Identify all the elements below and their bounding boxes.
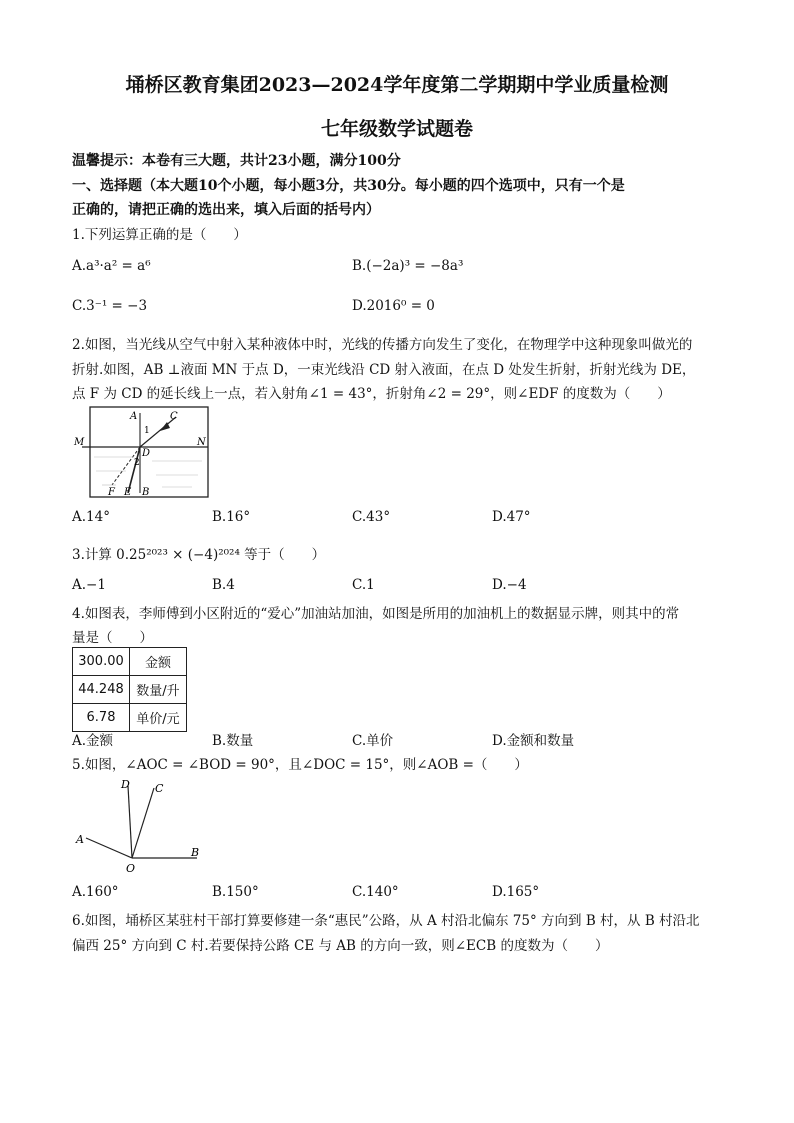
q6-stem-line1: 6.如图，埇桥区某驻村干部打算要修建一条“惠民”公路，从 A 村沿北偏东 75° 方向到 B 村，从 B 村沿北: [72, 913, 700, 929]
q2-option-c: C.43°: [352, 509, 391, 525]
label-E: E: [124, 487, 132, 498]
q4-stem-line2: 量是（ ）: [72, 630, 153, 646]
label-A: A: [130, 411, 138, 422]
section-heading-line1: 一、选择题（本大题10个小题，每小题3分，共30分。每小题的四个选项中，只有一个是: [72, 178, 625, 194]
q2-option-d: D.47°: [492, 509, 531, 525]
section-heading-line2: 正确的，请把正确的选出来，填入后面的括号内）: [72, 202, 380, 218]
pump-value: 44.248: [73, 676, 130, 704]
q5-angle-figure: [72, 776, 212, 876]
label-D: D: [142, 448, 151, 459]
q3-option-a: A.−1: [72, 577, 106, 593]
q2-stem-line2: 折射.如图，AB ⊥液面 MN 于点 D，一束光线沿 CD 射入液面，在点 D 处发生折射，折射光线为 DE，: [72, 362, 696, 378]
label-C: C: [155, 782, 164, 795]
label-N: N: [197, 437, 206, 448]
pump-value: 6.78: [73, 704, 130, 732]
pump-label: 数量/升: [130, 676, 187, 704]
q6-stem-line2: 偏西 25° 方向到 C 村.若要保持公路 CE 与 AB 的方向一致，则∠ECB 的度数为（ ）: [72, 938, 609, 954]
q2-option-a: A.14°: [72, 509, 110, 525]
label-F: F: [108, 487, 115, 498]
q4-option-a: A.金额: [72, 733, 114, 749]
q2-refraction-figure: [72, 405, 217, 500]
q1-stem: 1.下列运算正确的是（ ）: [72, 227, 247, 243]
label-one: 1: [144, 426, 150, 436]
q2-option-b: B.16°: [212, 509, 251, 525]
q5-option-a: A.160°: [72, 884, 119, 900]
table-row: [73, 704, 187, 732]
fuel-pump-display-table: [72, 647, 187, 732]
q3-stem: 3.计算 0.25²⁰²³ × (−4)²⁰²⁴ 等于（ ）: [72, 547, 326, 563]
q5-option-d: D.165°: [492, 884, 540, 900]
q2-stem-line1: 2.如图，当光线从空气中射入某种液体中时，光线的传播方向发生了变化，在物理学中这种现象叫做光的: [72, 337, 693, 353]
label-O: O: [126, 862, 136, 875]
label-B: B: [191, 846, 200, 859]
q4-option-d: D.金额和数量: [492, 733, 575, 749]
q3-option-d: D.−4: [492, 577, 527, 593]
q5-option-b: B.150°: [212, 884, 259, 900]
exam-title: 埇桥区教育集团2023—2024学年度第二学期期中学业质量检测: [125, 74, 669, 96]
q2-stem-line3: 点 F 为 CD 的延长线上一点，若入射角∠1 = 43°，折射角∠2 = 29°，则∠EDF 的度数为（ ）: [72, 386, 671, 402]
q5-stem: 5.如图，∠AOC = ∠BOD = 90°，且∠DOC = 15°，则∠AOB =（ ）: [72, 757, 528, 773]
q3-option-b: B.4: [212, 577, 235, 593]
q1-option-b: B.(−2a)³ = −8a³: [352, 258, 464, 274]
label-A: A: [76, 833, 84, 846]
notice: 温馨提示：本卷有三大题，共计23小题，满分100分: [72, 153, 401, 169]
q4-option-b: B.数量: [212, 733, 254, 749]
table-row: [73, 676, 187, 704]
label-D: D: [121, 778, 130, 791]
q1-option-a: A.a³·a² = a⁶: [72, 258, 151, 274]
pump-label: 金额: [130, 648, 187, 676]
pump-label: 单价/元: [130, 704, 187, 732]
label-M: M: [74, 437, 85, 448]
q3-option-c: C.1: [352, 577, 375, 593]
q4-option-c: C.单价: [352, 733, 394, 749]
table-row: [73, 648, 187, 676]
q4-stem-line1: 4.如图表，李师傅到小区附近的“爱心”加油站加油，如图是所用的加油机上的数据显示牌，则其中的常: [72, 606, 680, 622]
pump-value: 300.00: [73, 648, 130, 676]
label-two: 2: [134, 458, 140, 468]
exam-subtitle: 七年级数学试题卷: [320, 118, 473, 140]
q1-option-c: C.3⁻¹ = −3: [72, 298, 148, 314]
label-B: B: [142, 487, 150, 498]
label-C: C: [170, 411, 178, 422]
q1-option-d: D.2016⁰ = 0: [352, 298, 435, 314]
q5-option-c: C.140°: [352, 884, 399, 900]
